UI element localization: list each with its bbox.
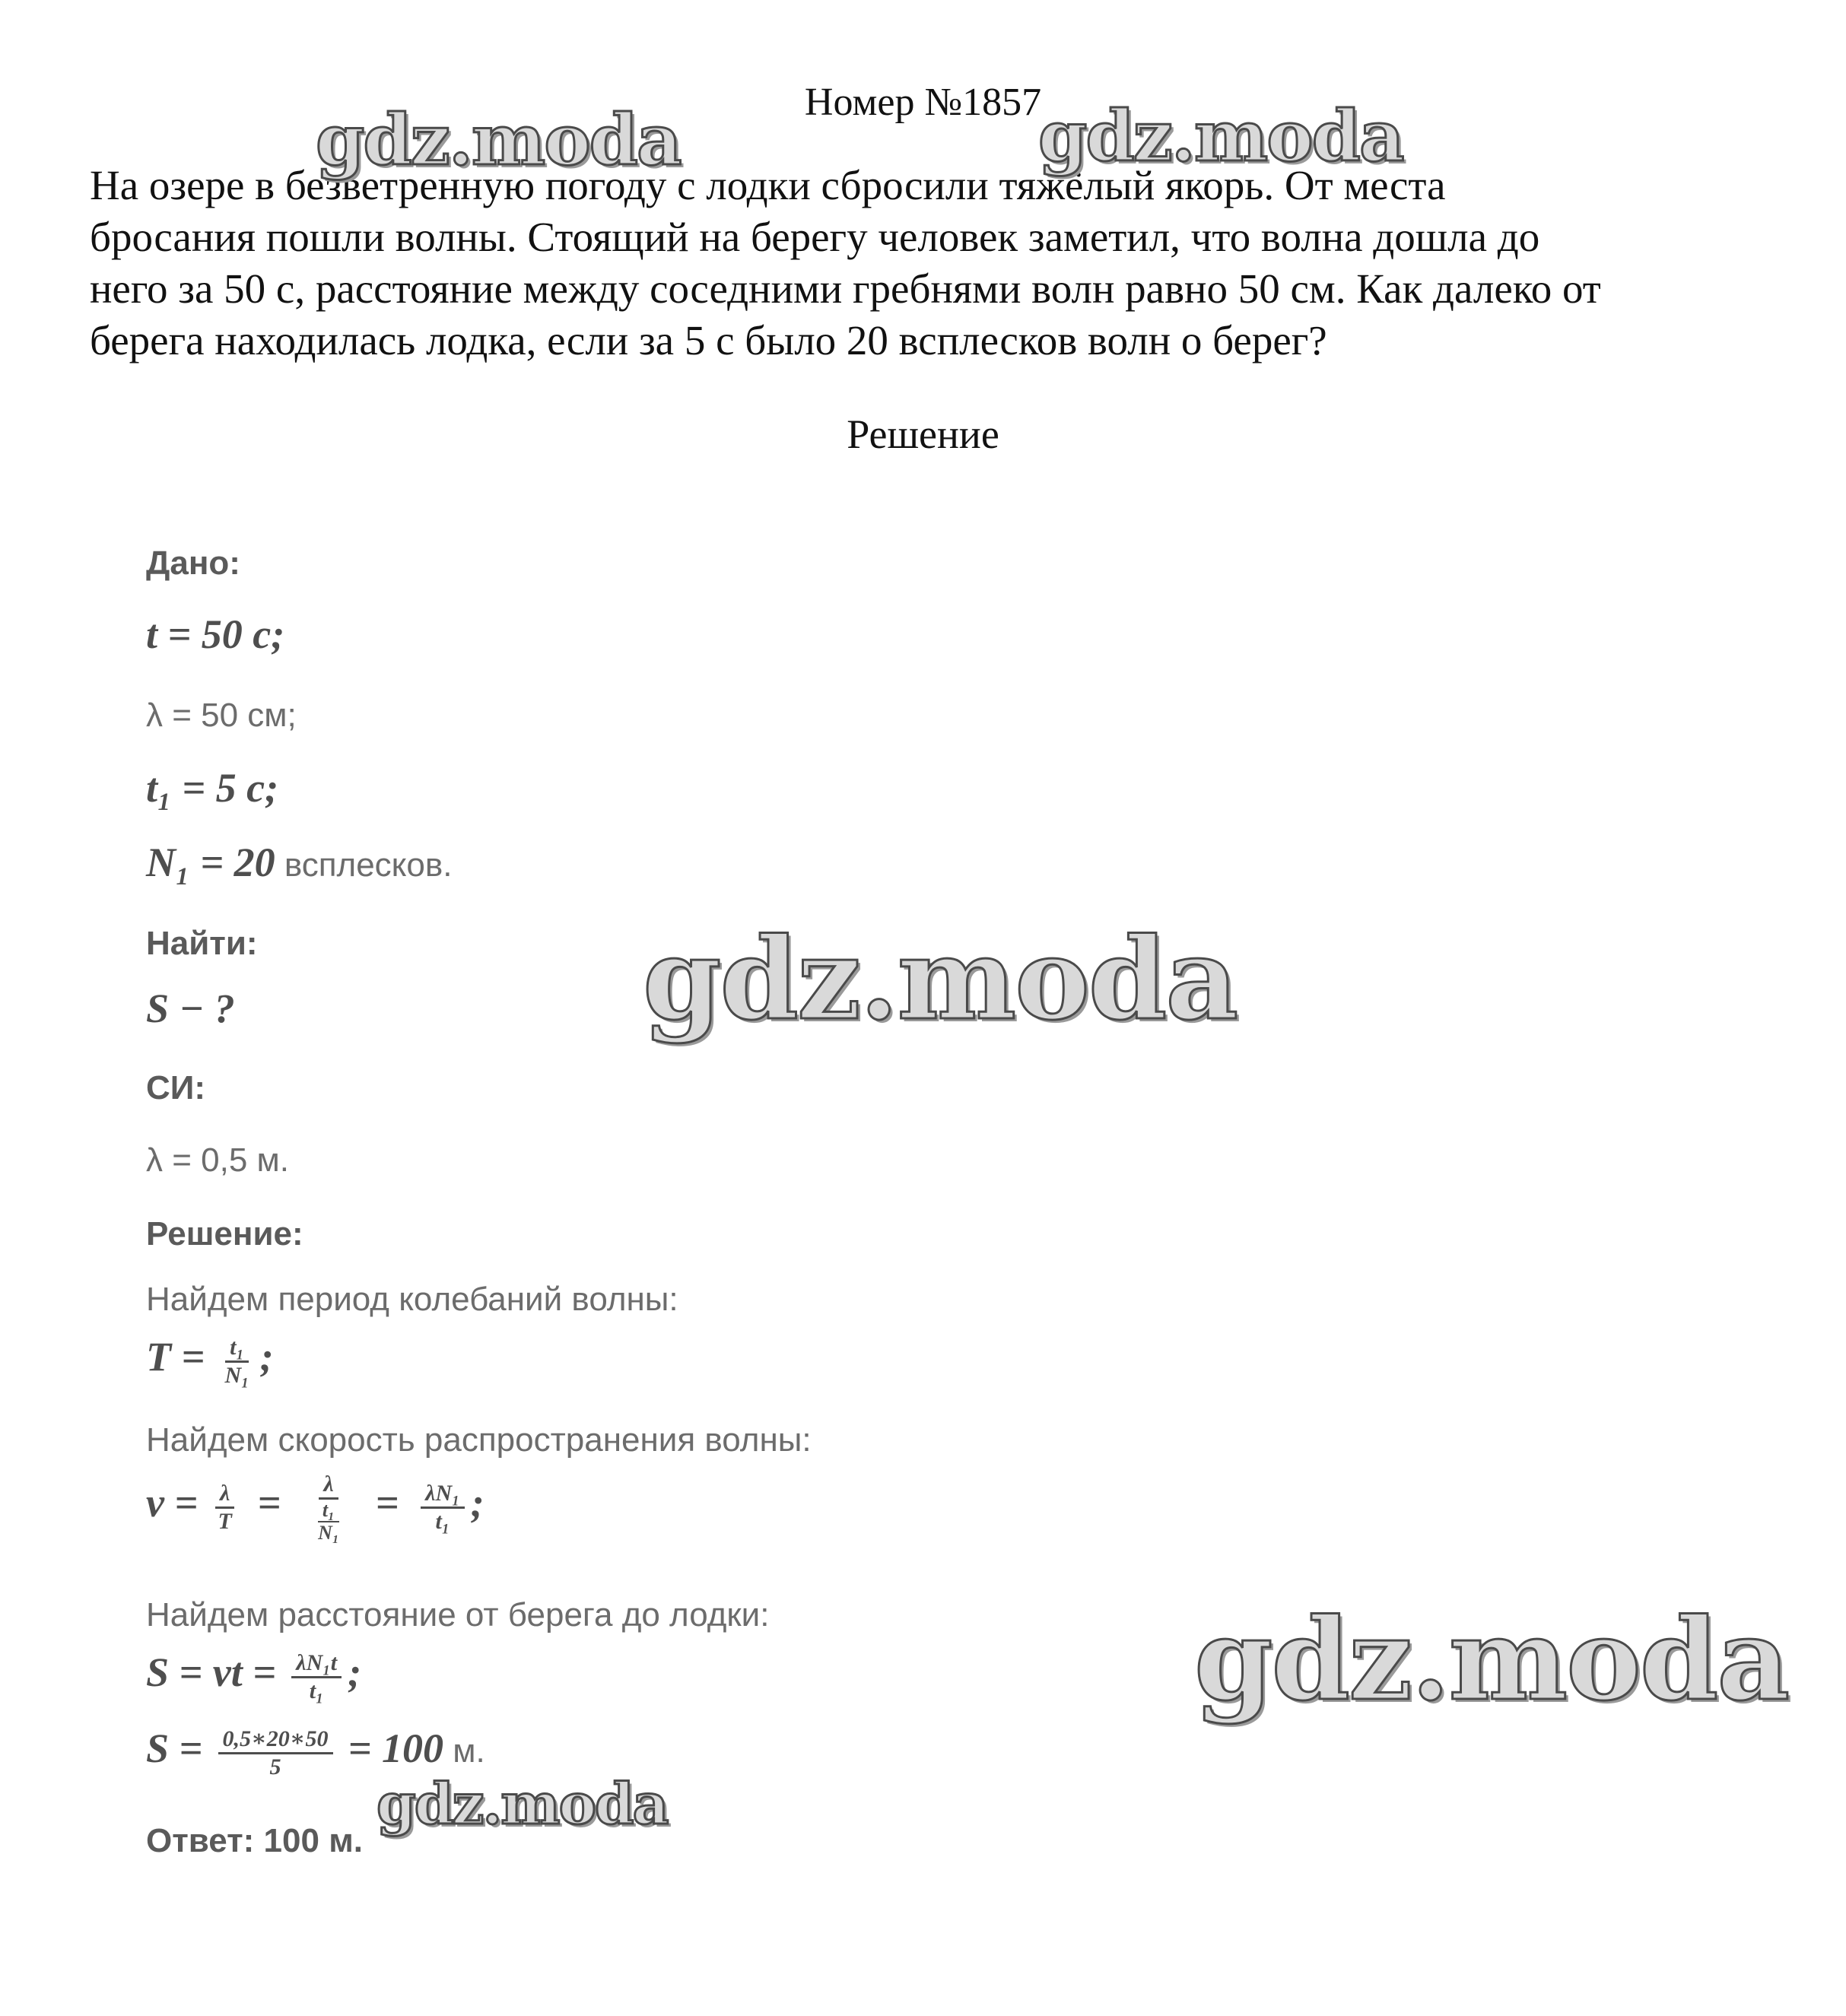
watermark: gdz.moda bbox=[377, 1772, 668, 1837]
step3-lhs: S = vt = bbox=[146, 1649, 277, 1696]
given-lambda: λ = 50 см; bbox=[146, 697, 297, 734]
fraction-denominator: N₁ bbox=[318, 1522, 339, 1544]
watermark: gdz.moda bbox=[316, 99, 681, 181]
step2-lhs: v = bbox=[146, 1480, 199, 1526]
step2-text: Найдем скорость распространения волны: bbox=[146, 1421, 812, 1459]
step4-lhs: S = bbox=[146, 1726, 203, 1772]
step2-fraction-1 bbox=[213, 1481, 236, 1535]
fraction-numerator: λN₁ bbox=[421, 1481, 464, 1509]
step1-formula bbox=[146, 1335, 274, 1389]
step4-rhs: = 100 bbox=[348, 1726, 444, 1772]
step4-fraction bbox=[218, 1726, 333, 1780]
problem-line: бросания пошли волны. Стоящий на берегу человек заметил, что волна дошла до bbox=[90, 214, 1540, 260]
step2-fraction-2 bbox=[303, 1472, 354, 1544]
fraction-denominator: t₁ bbox=[309, 1678, 324, 1703]
given-n1 bbox=[146, 840, 453, 885]
fraction-denominator: t₁ bbox=[435, 1509, 450, 1534]
si-value: λ = 0,5 м. bbox=[146, 1141, 290, 1179]
given-n1-unit: всплесков. bbox=[275, 846, 453, 884]
fraction-numerator: t₁ bbox=[318, 1500, 339, 1522]
find-label: Найти: bbox=[146, 925, 258, 962]
fraction-denominator: N₁ bbox=[224, 1363, 249, 1388]
step3-formula bbox=[146, 1650, 361, 1704]
problem-line: берега находилась лодка, если за 5 с было 20 всплесков волн о берег? bbox=[90, 317, 1327, 364]
nested-fraction bbox=[313, 1500, 344, 1544]
given-t bbox=[146, 611, 285, 657]
step4-unit: м. bbox=[443, 1732, 485, 1770]
solution-heading: Решение bbox=[847, 411, 999, 457]
fraction-denominator bbox=[303, 1500, 354, 1544]
page-title: Номер №1857 bbox=[804, 81, 1042, 124]
fraction-numerator: 0,5∗20∗50 bbox=[218, 1726, 333, 1754]
step1-text: Найдем период колебаний волны: bbox=[146, 1281, 678, 1318]
step1-fraction bbox=[221, 1335, 254, 1389]
step2-fraction-3 bbox=[421, 1481, 464, 1535]
find-value bbox=[146, 986, 235, 1031]
fraction-denominator: T bbox=[218, 1509, 232, 1534]
si-label: СИ: bbox=[146, 1069, 206, 1106]
find-formula: S − ? bbox=[146, 986, 235, 1031]
equals-sign: = bbox=[376, 1480, 399, 1526]
fraction-numerator: λN₁t bbox=[291, 1650, 342, 1678]
problem-line: него за 50 с, расстояние между соседними гребнями волн равно 50 см. Как далеко от bbox=[90, 265, 1601, 312]
step3-tail: ; bbox=[348, 1649, 362, 1696]
fraction-denominator: 5 bbox=[269, 1754, 281, 1779]
watermark: gdz.moda bbox=[1038, 95, 1403, 177]
fraction-numerator: λ bbox=[319, 1472, 338, 1500]
step1-tail: ; bbox=[259, 1334, 274, 1380]
fraction-numerator: t₁ bbox=[225, 1335, 249, 1363]
answer: Ответ: 100 м. bbox=[146, 1822, 363, 1859]
watermark: gdz.moda bbox=[643, 913, 1238, 1045]
step1-lhs: T = bbox=[146, 1334, 205, 1380]
step3-text: Найдем расстояние от берега до лодки: bbox=[146, 1596, 770, 1633]
step2-formula bbox=[146, 1472, 485, 1544]
equals-sign: = bbox=[258, 1480, 281, 1526]
fraction-numerator: λ bbox=[215, 1481, 234, 1509]
solution-label: Решение: bbox=[146, 1215, 303, 1252]
step2-tail: ; bbox=[470, 1480, 485, 1526]
given-label: Дано: bbox=[146, 544, 240, 582]
problem-statement bbox=[90, 160, 1778, 367]
given-n1-formula: N₁ = 20 bbox=[146, 840, 275, 885]
given-t1 bbox=[146, 765, 279, 811]
problem-line: На озере в безветренную погоду с лодки сбросили тяжёлый якорь. От места bbox=[90, 162, 1446, 208]
given-t-formula: t = 50 c; bbox=[146, 611, 285, 657]
given-t1-formula: t₁ = 5 c; bbox=[146, 765, 279, 811]
watermark: gdz.moda bbox=[1194, 1593, 1789, 1726]
step3-fraction bbox=[291, 1650, 342, 1704]
